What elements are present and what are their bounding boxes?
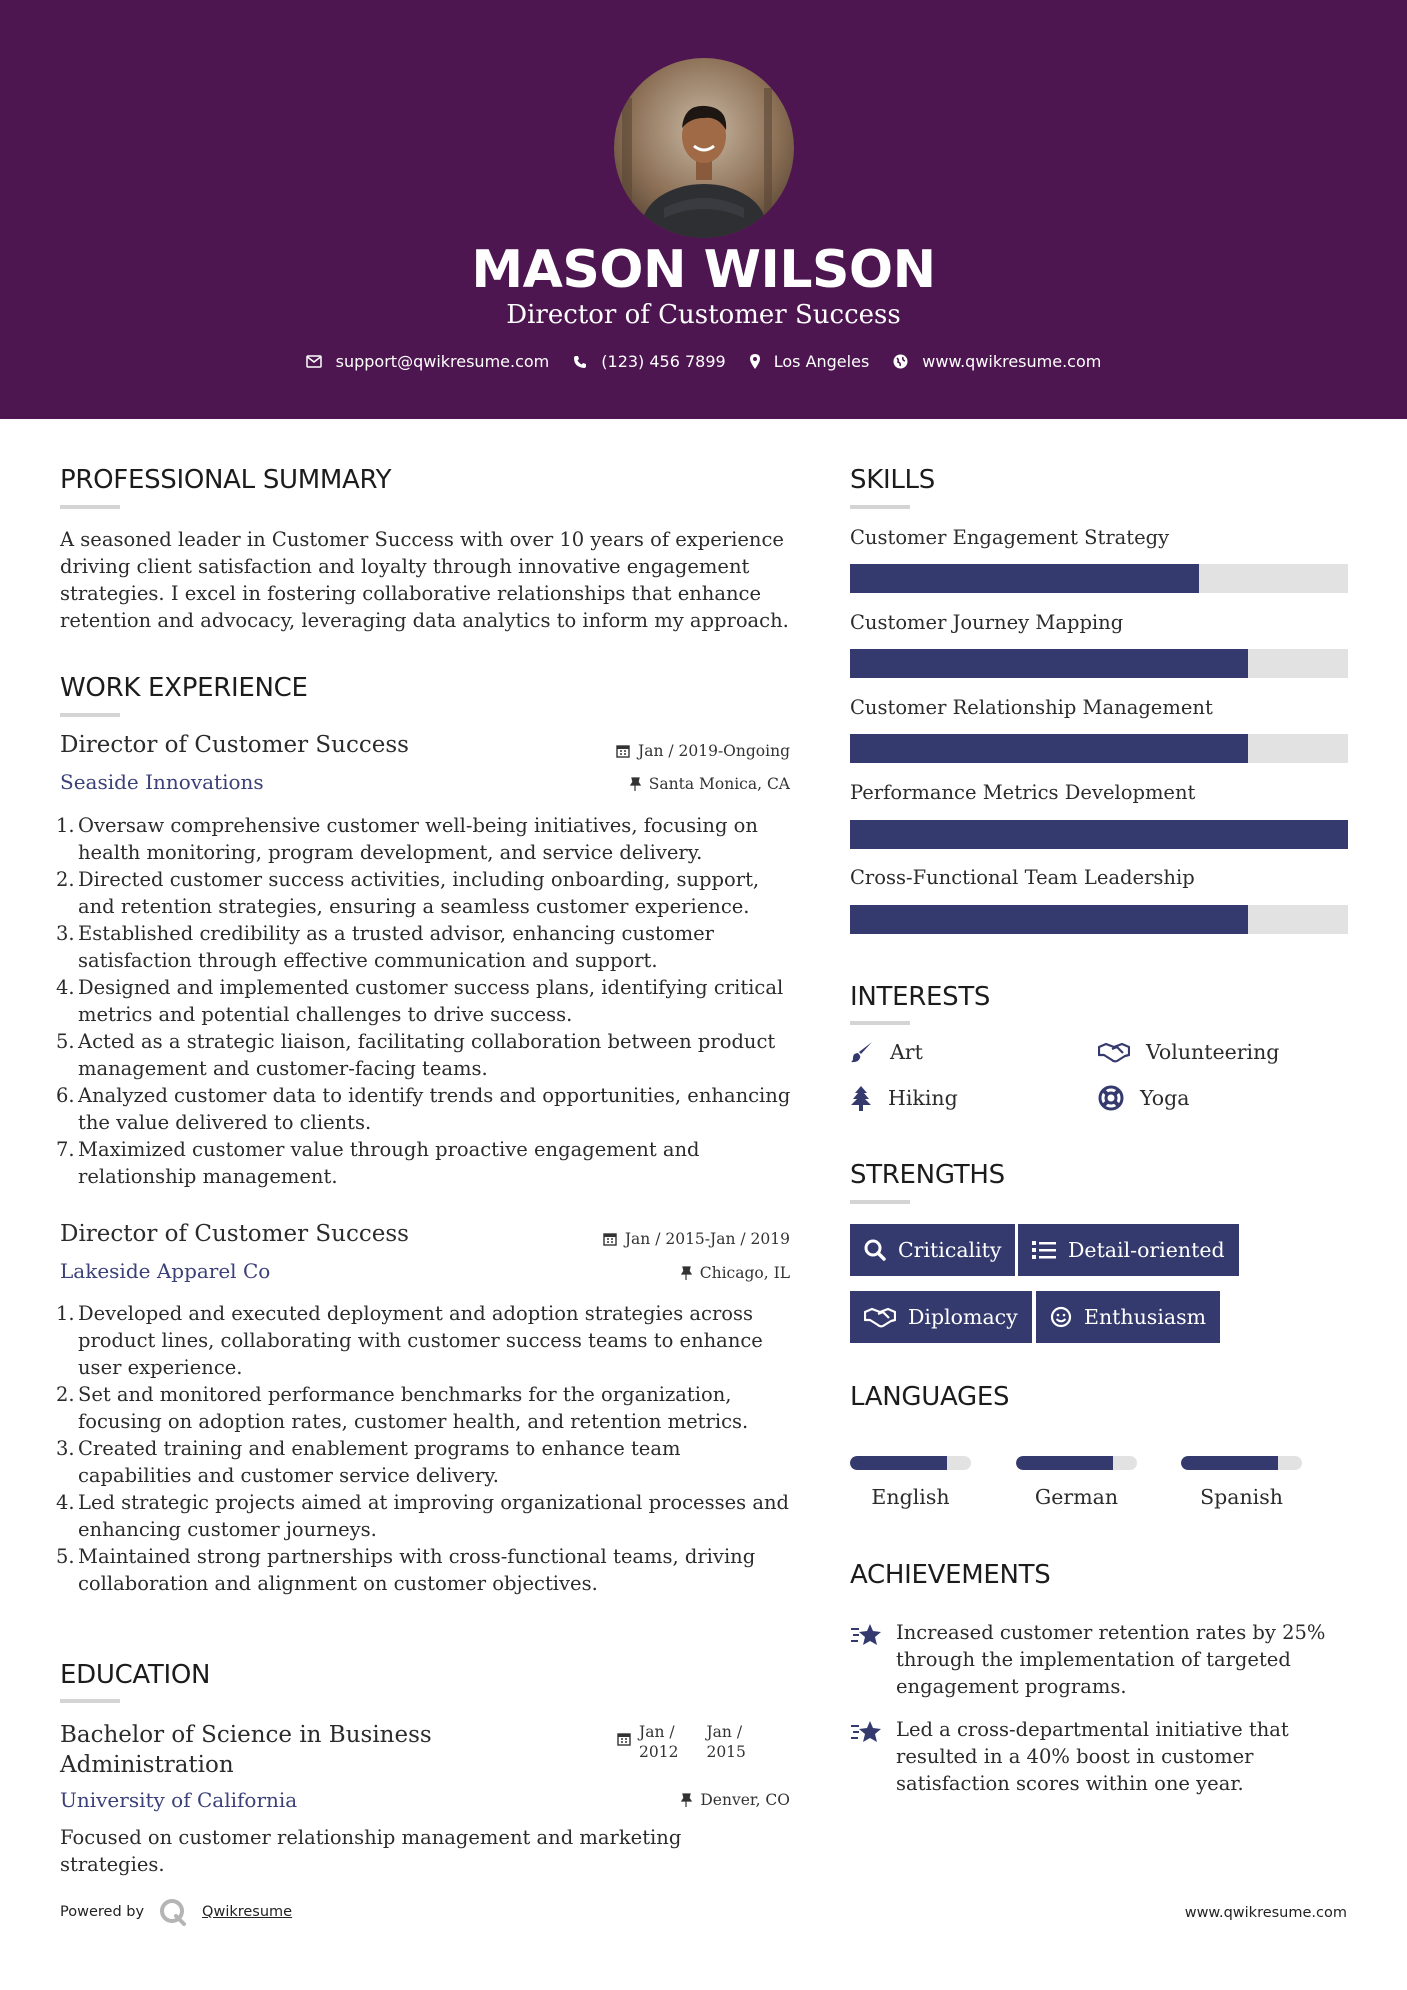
interest-label: Volunteering <box>1146 1040 1280 1064</box>
strength-badge <box>1018 1224 1239 1276</box>
skill-bar <box>850 649 1348 678</box>
skills-heading: SKILLS <box>850 465 935 495</box>
start-month: Jan / <box>639 1723 675 1741</box>
list-item: 2. Directed customer success activities, including onboarding, support, and retention strategies, ensuring a seamless customer experience. <box>56 868 760 918</box>
education-location <box>681 1791 790 1809</box>
phone-icon <box>573 355 587 369</box>
contact-website[interactable] <box>893 352 1101 371</box>
languages-heading: LANGUAGES <box>850 1382 1010 1412</box>
list-item: 7. Maximized customer value through proactive engagement and relationship management. <box>56 1138 700 1188</box>
skill-bar <box>850 564 1348 593</box>
list-item: 5. Maintained strong partnerships with cross-functional teams, driving collaboration and alignment on customer objectives. <box>56 1545 756 1595</box>
tree-icon <box>850 1085 872 1111</box>
job-location <box>630 775 790 793</box>
skill-label: Customer Engagement Strategy <box>850 526 1170 549</box>
resume-header <box>0 0 1407 419</box>
achievement-text: Led a cross-departmental initiative that resulted in a 40% boost in customer satisfaction scores within one year. <box>896 1718 1289 1795</box>
job-title: Director of Customer Success <box>60 1221 409 1247</box>
achievements-heading: ACHIEVEMENTS <box>850 1560 1051 1590</box>
list-icon <box>1032 1240 1056 1260</box>
education-end <box>706 1722 745 1762</box>
skill-bar <box>850 734 1348 763</box>
school-name: University of California <box>60 1788 298 1812</box>
language-bar <box>850 1456 971 1470</box>
powered-by-text: Powered by <box>60 1904 145 1920</box>
interests-heading: INTERESTS <box>850 982 991 1012</box>
education-description: Focused on customer relationship management and marketing strategies. <box>60 1826 682 1876</box>
summary-heading: PROFESSIONAL SUMMARY <box>60 465 392 495</box>
qwikresume-logo-icon <box>158 1897 188 1927</box>
skill-bar <box>850 820 1348 849</box>
job-company: Lakeside Apparel Co <box>60 1259 271 1283</box>
interest-label: Yoga <box>1140 1086 1190 1110</box>
handshake-icon <box>864 1306 896 1328</box>
strength-label: Diplomacy <box>908 1305 1018 1329</box>
job-dates <box>603 1230 790 1248</box>
list-item: 1. Developed and executed deployment and adoption strategies across product lines, collaborating with customer success teams to enhance user experience. <box>56 1302 763 1379</box>
shooting-star-icon <box>850 1621 884 1649</box>
list-item: 3. Created training and enablement programs to enhance team capabilities and customer service delivery. <box>56 1437 681 1487</box>
job-responsibilities <box>56 1300 794 1597</box>
experience-heading: WORK EXPERIENCE <box>60 673 308 703</box>
achievement-item <box>850 1716 1330 1797</box>
contact-phone-text: (123) 456 7899 <box>601 352 726 371</box>
profile-photo <box>614 58 794 238</box>
job-dates-text: Jan / 2019-Ongoing <box>637 742 790 760</box>
job-company: Seaside Innovations <box>60 770 264 794</box>
education-divider <box>60 1699 120 1703</box>
calendar-icon <box>603 1232 617 1246</box>
start-year: 2012 <box>639 1743 679 1761</box>
language-label: Spanish <box>1200 1485 1283 1509</box>
degree-title <box>60 1720 432 1780</box>
candidate-title: Director of Customer Success <box>506 300 901 330</box>
calendar-icon <box>617 1732 631 1746</box>
summary-divider <box>60 505 120 509</box>
list-item: 2. Set and monitored performance benchmarks for the organization, focusing on adoption rates, customer health, and retention metrics. <box>56 1383 749 1433</box>
globe-icon <box>893 354 908 369</box>
language-bar <box>1181 1456 1302 1470</box>
pushpin-icon <box>681 1266 692 1280</box>
degree-line-1: Bachelor of Science in Business <box>60 1722 432 1748</box>
contact-bar <box>0 352 1407 371</box>
language-bar-fill <box>850 1456 947 1470</box>
strength-label: Criticality <box>898 1238 1002 1262</box>
envelope-icon <box>306 355 322 368</box>
pushpin-icon <box>630 777 641 791</box>
skill-label: Performance Metrics Development <box>850 781 1196 804</box>
achievement-item <box>850 1619 1330 1700</box>
handshake-icon <box>1098 1041 1130 1063</box>
achievement-text: Increased customer retention rates by 25% through the implementation of targeted engagement programs. <box>896 1621 1326 1698</box>
shooting-star-icon <box>850 1718 884 1746</box>
language-bar-fill <box>1016 1456 1113 1470</box>
language-bar-fill <box>1181 1456 1278 1470</box>
job-title: Director of Customer Success <box>60 732 409 758</box>
experience-divider <box>60 713 120 717</box>
contact-email[interactable] <box>306 352 550 371</box>
degree-line-2: Administration <box>60 1752 234 1778</box>
language-label: German <box>1034 1485 1119 1509</box>
strength-badge <box>850 1224 1015 1276</box>
contact-location <box>750 352 870 371</box>
contact-email-text: support@qwikresume.com <box>335 352 550 371</box>
job-dates-text: Jan / 2015-Jan / 2019 <box>624 1230 790 1248</box>
skill-bar-fill <box>850 734 1248 763</box>
summary-text: A seasoned leader in Customer Success with over 10 years of experience driving client satisfaction and loyalty through innovative engagement strategies. I excel in fostering collaborative relationships that enhance retention and advocacy, leveraging data analytics to inform my approach. <box>60 528 789 632</box>
interests-divider <box>850 1021 910 1025</box>
brand-link[interactable]: Qwikresume <box>202 1904 293 1920</box>
list-item: 5. Acted as a strategic liaison, facilitating collaboration between product management and customer-facing teams. <box>56 1030 776 1080</box>
list-item: 4. Designed and implemented customer success plans, identifying critical metrics and potential challenges to drive success. <box>56 976 784 1026</box>
skill-bar-fill <box>850 564 1199 593</box>
skill-label: Customer Relationship Management <box>850 696 1213 719</box>
strength-label: Enthusiasm <box>1084 1305 1207 1329</box>
interest-label: Hiking <box>888 1086 958 1110</box>
job-dates <box>616 742 790 760</box>
strength-badge <box>850 1291 1032 1343</box>
interest-item <box>850 1040 923 1064</box>
end-year: 2015 <box>706 1743 746 1761</box>
footer-website[interactable]: www.qwikresume.com <box>1184 1905 1347 1921</box>
skill-label: Customer Journey Mapping <box>850 611 1124 634</box>
education-heading: EDUCATION <box>60 1660 211 1690</box>
list-item: 3. Established credibility as a trusted advisor, enhancing customer satisfaction through effective communication and support. <box>56 922 714 972</box>
skill-bar-fill <box>850 649 1248 678</box>
list-item: 6. Analyzed customer data to identify trends and opportunities, enhancing the value delivered to clients. <box>56 1084 791 1134</box>
job-responsibilities <box>56 812 794 1190</box>
strengths-divider <box>850 1200 910 1204</box>
skill-bar-fill <box>850 905 1248 934</box>
skills-divider <box>850 505 910 509</box>
contact-location-text: Los Angeles <box>773 352 870 371</box>
strength-label: Detail-oriented <box>1068 1238 1225 1262</box>
language-bar <box>1016 1456 1137 1470</box>
skill-label: Cross-Functional Team Leadership <box>850 866 1195 889</box>
search-icon <box>864 1239 886 1261</box>
pushpin-icon <box>681 1793 692 1807</box>
contact-phone[interactable] <box>573 352 725 371</box>
skill-bar-fill <box>850 820 1348 849</box>
paintbrush-icon <box>850 1040 874 1064</box>
smile-icon <box>1050 1306 1072 1328</box>
job-location <box>681 1264 790 1282</box>
strengths-heading: STRENGTHS <box>850 1160 1005 1190</box>
education-start <box>639 1722 678 1762</box>
footer-powered-by <box>60 1897 292 1927</box>
contact-website-text: www.qwikresume.com <box>922 352 1102 371</box>
end-month: Jan / <box>706 1723 743 1741</box>
interest-label: Art <box>890 1040 923 1064</box>
calendar-icon <box>616 744 630 758</box>
education-dates <box>617 1722 746 1762</box>
skill-bar <box>850 905 1348 934</box>
interest-item <box>850 1085 958 1111</box>
list-item: 1. Oversaw comprehensive customer well-being initiatives, focusing on health monitoring, program development, and service delivery. <box>56 814 758 864</box>
education-location-text: Denver, CO <box>700 1791 790 1809</box>
list-item: 4. Led strategic projects aimed at improving organizational processes and enhancing customer journeys. <box>56 1491 789 1541</box>
job-location-text: Chicago, IL <box>699 1264 790 1282</box>
strength-badge <box>1036 1291 1220 1343</box>
map-pin-icon <box>750 354 760 369</box>
job-location-text: Santa Monica, CA <box>648 775 790 793</box>
interest-item <box>1098 1085 1189 1111</box>
language-label: English <box>871 1485 950 1509</box>
interest-item <box>1098 1040 1279 1064</box>
candidate-name: MASON WILSON <box>471 240 936 300</box>
life-ring-icon <box>1098 1085 1124 1111</box>
